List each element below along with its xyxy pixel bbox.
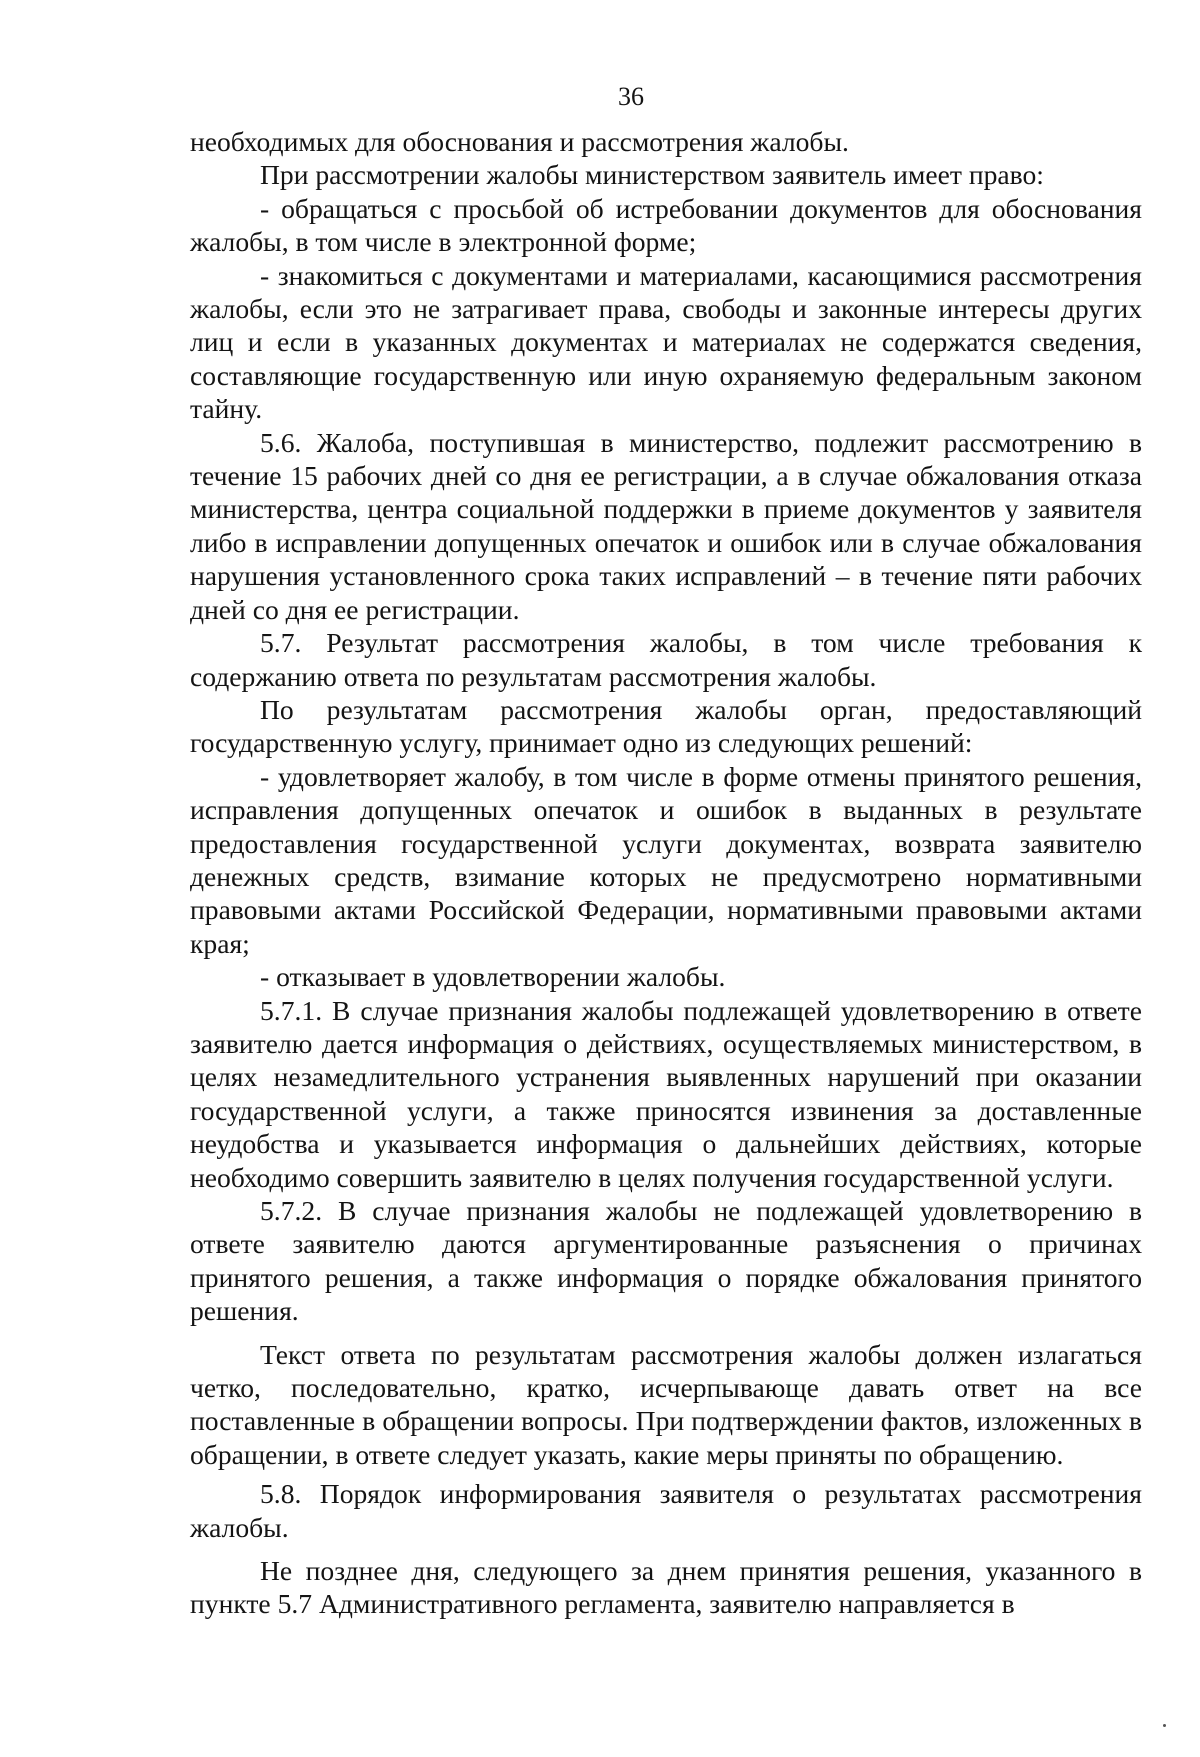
list-item: - знакомиться с документами и материалами, касающимися рассмотрения жалобы, если это не затрагивает права, свободы и законные интересы других лиц и если в указанных документах и материалах не содержатся сведения, составляющие государственную или иную охраняемую федеральным законом тайну.: [190, 259, 1142, 425]
paragraph: Не позднее дня, следующего за днем принятия решения, указанного в пункте 5.7 Административного регламента, заявителю направляется в: [190, 1555, 1142, 1620]
section-5-6: 5.6. Жалоба, поступившая в министерство, подлежит рассмотрению в течение 15 рабочих дней со дня ее регистрации, а в случае обжалования отказа министерства, центра социальной поддержки в приеме документов у заявителя либо в исправлении допущенных опечаток и ошибок или в случае обжалования нарушения установленного срока таких исправлений – в течение пяти рабочих дней со дня ее регистрации.: [190, 426, 1142, 625]
list-item: - удовлетворяет жалобу, в том числе в форме отмены принятого решения, исправления допущенных опечаток и ошибок в выданных в результате предоставления государственной услуги документах, возврата заявителю денежных средств, взимание которых не предусмотрено нормативными правовыми актами Российской Федерации, нормативными правовыми актами края;: [190, 760, 1142, 959]
section-5-7-2: 5.7.2. В случае признания жалобы не подлежащей удовлетворению в ответе заявителю даются аргументированные разъяснения о причинах принятого решения, а также информация о порядке обжалования принятого решения.: [190, 1195, 1142, 1327]
scan-speck: [1163, 1724, 1166, 1727]
section-5-8-heading: 5.8. Порядок информирования заявителя о результатах рассмотрения жалобы.: [190, 1478, 1142, 1543]
list-item: - обращаться с просьбой об истребовании документов для обоснования жалобы, в том числе в электронной форме;: [190, 192, 1142, 258]
paragraph: необходимых для обоснования и рассмотрения жалобы.: [190, 126, 849, 157]
paragraph: По результатам рассмотрения жалобы орган, предоставляющий государственную услугу, принимает одно из следующих решений:: [190, 693, 1142, 759]
section-5-7-1: 5.7.1. В случае признания жалобы подлежащей удовлетворению в ответе заявителю дается информация о действиях, осуществляемых министерством, в целях незамедлительного устранения выявленных нарушений при оказании государственной услуги, а также приносятся извинения за доставленные неудобства и указывается информация о дальнейших действиях, которые необходимо совершить заявителю в целях получения государственной услуги.: [190, 994, 1142, 1193]
document-body: [190, 125, 1142, 1621]
section-5-7-heading: 5.7. Результат рассмотрения жалобы, в том числе требования к содержанию ответа по результатам рассмотрения жалобы.: [190, 627, 1142, 692]
list-item: - отказывает в удовлетворении жалобы.: [260, 961, 726, 993]
paragraph: При рассмотрении жалобы министерством заявитель имеет право:: [260, 159, 1044, 191]
page-number: 36: [618, 82, 644, 111]
paragraph: Текст ответа по результатам рассмотрения жалобы должен излагаться четко, последовательно, кратко, исчерпывающе давать ответ на все поставленные в обращении вопросы. При подтверждении фактов, изложенных в обращении, в ответе следует указать, какие меры приняты по обращению.: [190, 1338, 1142, 1470]
